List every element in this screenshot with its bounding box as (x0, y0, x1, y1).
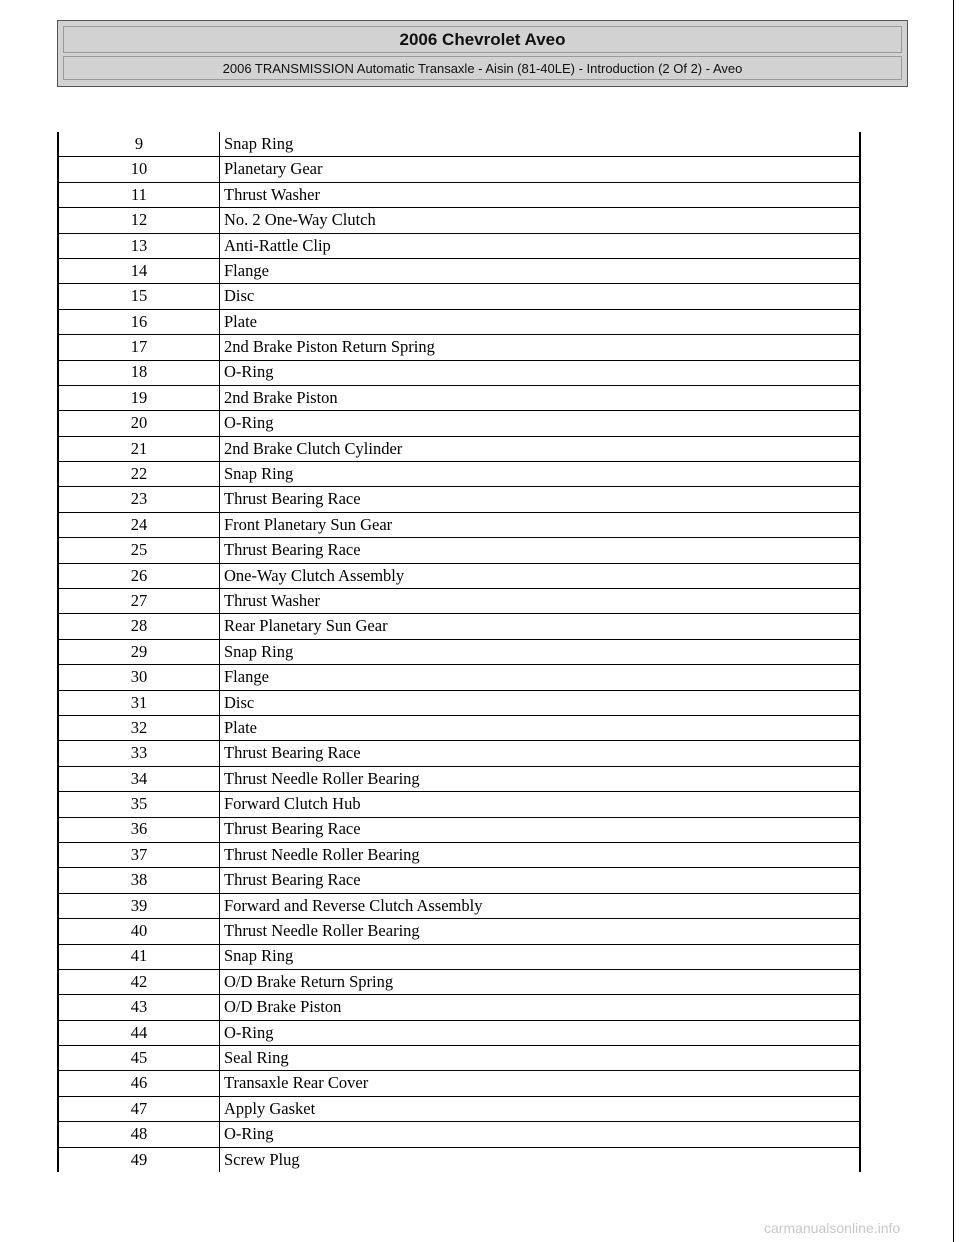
page-edge-line (953, 0, 954, 1242)
part-number-cell: 9 (58, 132, 220, 157)
part-number-cell: 49 (58, 1147, 220, 1172)
table-row (58, 690, 860, 715)
part-description-cell: Flange (220, 258, 861, 283)
table-row (58, 792, 860, 817)
table-row (58, 436, 860, 461)
table-row (58, 741, 860, 766)
table-row (58, 233, 860, 258)
part-number-cell: 26 (58, 563, 220, 588)
document-header (57, 20, 908, 87)
part-number-cell: 47 (58, 1096, 220, 1121)
table-row (58, 309, 860, 334)
part-number-cell: 12 (58, 208, 220, 233)
part-description-cell: 2nd Brake Piston (220, 385, 861, 410)
table-row (58, 512, 860, 537)
part-number-cell: 19 (58, 385, 220, 410)
table-row (58, 538, 860, 563)
table-row (58, 868, 860, 893)
part-description-cell: Thrust Needle Roller Bearing (220, 766, 861, 791)
part-description-cell: Screw Plug (220, 1147, 861, 1172)
table-row (58, 1096, 860, 1121)
table-row (58, 817, 860, 842)
part-number-cell: 36 (58, 817, 220, 842)
table-row (58, 462, 860, 487)
table-row (58, 842, 860, 867)
table-row (58, 766, 860, 791)
table-row (58, 1020, 860, 1045)
part-description-cell: Front Planetary Sun Gear (220, 512, 861, 537)
part-description-cell: Forward Clutch Hub (220, 792, 861, 817)
part-description-cell: Transaxle Rear Cover (220, 1071, 861, 1096)
part-description-cell: Plate (220, 715, 861, 740)
part-description-cell: O-Ring (220, 1122, 861, 1147)
part-description-cell: Thrust Washer (220, 182, 861, 207)
table-row (58, 944, 860, 969)
part-description-cell: Rear Planetary Sun Gear (220, 614, 861, 639)
part-number-cell: 13 (58, 233, 220, 258)
table-row (58, 258, 860, 283)
part-number-cell: 20 (58, 411, 220, 436)
table-row (58, 715, 860, 740)
table-row (58, 360, 860, 385)
part-description-cell: O-Ring (220, 1020, 861, 1045)
part-number-cell: 46 (58, 1071, 220, 1096)
part-number-cell: 39 (58, 893, 220, 918)
part-number-cell: 45 (58, 1046, 220, 1071)
part-description-cell: 2nd Brake Clutch Cylinder (220, 436, 861, 461)
table-row (58, 385, 860, 410)
part-description-cell: Flange (220, 665, 861, 690)
part-description-cell: Snap Ring (220, 944, 861, 969)
table-row (58, 969, 860, 994)
part-number-cell: 40 (58, 919, 220, 944)
table-row (58, 665, 860, 690)
part-description-cell: Thrust Bearing Race (220, 487, 861, 512)
table-row (58, 182, 860, 207)
part-number-cell: 32 (58, 715, 220, 740)
part-number-cell: 16 (58, 309, 220, 334)
part-number-cell: 15 (58, 284, 220, 309)
part-description-cell: Thrust Bearing Race (220, 868, 861, 893)
table-row (58, 411, 860, 436)
part-number-cell: 41 (58, 944, 220, 969)
part-description-cell: Disc (220, 284, 861, 309)
part-number-cell: 27 (58, 589, 220, 614)
part-description-cell: Forward and Reverse Clutch Assembly (220, 893, 861, 918)
table-row (58, 589, 860, 614)
part-description-cell: O-Ring (220, 360, 861, 385)
part-number-cell: 42 (58, 969, 220, 994)
part-number-cell: 34 (58, 766, 220, 791)
part-description-cell: Planetary Gear (220, 157, 861, 182)
part-description-cell: Snap Ring (220, 132, 861, 157)
part-number-cell: 11 (58, 182, 220, 207)
part-description-cell: Snap Ring (220, 639, 861, 664)
part-number-cell: 29 (58, 639, 220, 664)
table-row (58, 208, 860, 233)
part-number-cell: 44 (58, 1020, 220, 1045)
table-row (58, 487, 860, 512)
part-number-cell: 22 (58, 462, 220, 487)
part-number-cell: 28 (58, 614, 220, 639)
part-description-cell: Thrust Bearing Race (220, 538, 861, 563)
table-row (58, 284, 860, 309)
table-row (58, 614, 860, 639)
table-row (58, 335, 860, 360)
parts-table (57, 132, 861, 1172)
part-number-cell: 21 (58, 436, 220, 461)
part-description-cell: 2nd Brake Piston Return Spring (220, 335, 861, 360)
part-number-cell: 48 (58, 1122, 220, 1147)
table-row (58, 563, 860, 588)
part-number-cell: 37 (58, 842, 220, 867)
part-description-cell: Thrust Bearing Race (220, 741, 861, 766)
table-row (58, 132, 860, 157)
table-row (58, 1122, 860, 1147)
part-description-cell: Thrust Needle Roller Bearing (220, 919, 861, 944)
part-number-cell: 38 (58, 868, 220, 893)
part-number-cell: 25 (58, 538, 220, 563)
part-description-cell: Snap Ring (220, 462, 861, 487)
part-description-cell: Plate (220, 309, 861, 334)
part-number-cell: 33 (58, 741, 220, 766)
part-description-cell: Seal Ring (220, 1046, 861, 1071)
part-description-cell: Apply Gasket (220, 1096, 861, 1121)
part-description-cell: O/D Brake Piston (220, 995, 861, 1020)
part-description-cell: No. 2 One-Way Clutch (220, 208, 861, 233)
part-description-cell: Disc (220, 690, 861, 715)
table-row (58, 893, 860, 918)
part-number-cell: 18 (58, 360, 220, 385)
table-row (58, 1046, 860, 1071)
part-description-cell: Thrust Bearing Race (220, 817, 861, 842)
part-number-cell: 30 (58, 665, 220, 690)
part-number-cell: 24 (58, 512, 220, 537)
watermark: carmanualsonline.info (764, 1220, 901, 1236)
part-number-cell: 43 (58, 995, 220, 1020)
table-row (58, 157, 860, 182)
table-row (58, 1147, 860, 1172)
part-number-cell: 23 (58, 487, 220, 512)
part-description-cell: O-Ring (220, 411, 861, 436)
part-number-cell: 31 (58, 690, 220, 715)
table-row (58, 919, 860, 944)
part-description-cell: O/D Brake Return Spring (220, 969, 861, 994)
part-description-cell: Anti-Rattle Clip (220, 233, 861, 258)
part-number-cell: 17 (58, 335, 220, 360)
part-number-cell: 35 (58, 792, 220, 817)
part-description-cell: Thrust Needle Roller Bearing (220, 842, 861, 867)
table-row (58, 1071, 860, 1096)
document-title: 2006 Chevrolet Aveo (63, 26, 902, 53)
table-row (58, 995, 860, 1020)
part-number-cell: 10 (58, 157, 220, 182)
table-row (58, 639, 860, 664)
part-description-cell: One-Way Clutch Assembly (220, 563, 861, 588)
part-number-cell: 14 (58, 258, 220, 283)
part-description-cell: Thrust Washer (220, 589, 861, 614)
document-subtitle: 2006 TRANSMISSION Automatic Transaxle - Aisin (81-40LE) - Introduction (2 Of 2) - Aveo (63, 56, 902, 80)
